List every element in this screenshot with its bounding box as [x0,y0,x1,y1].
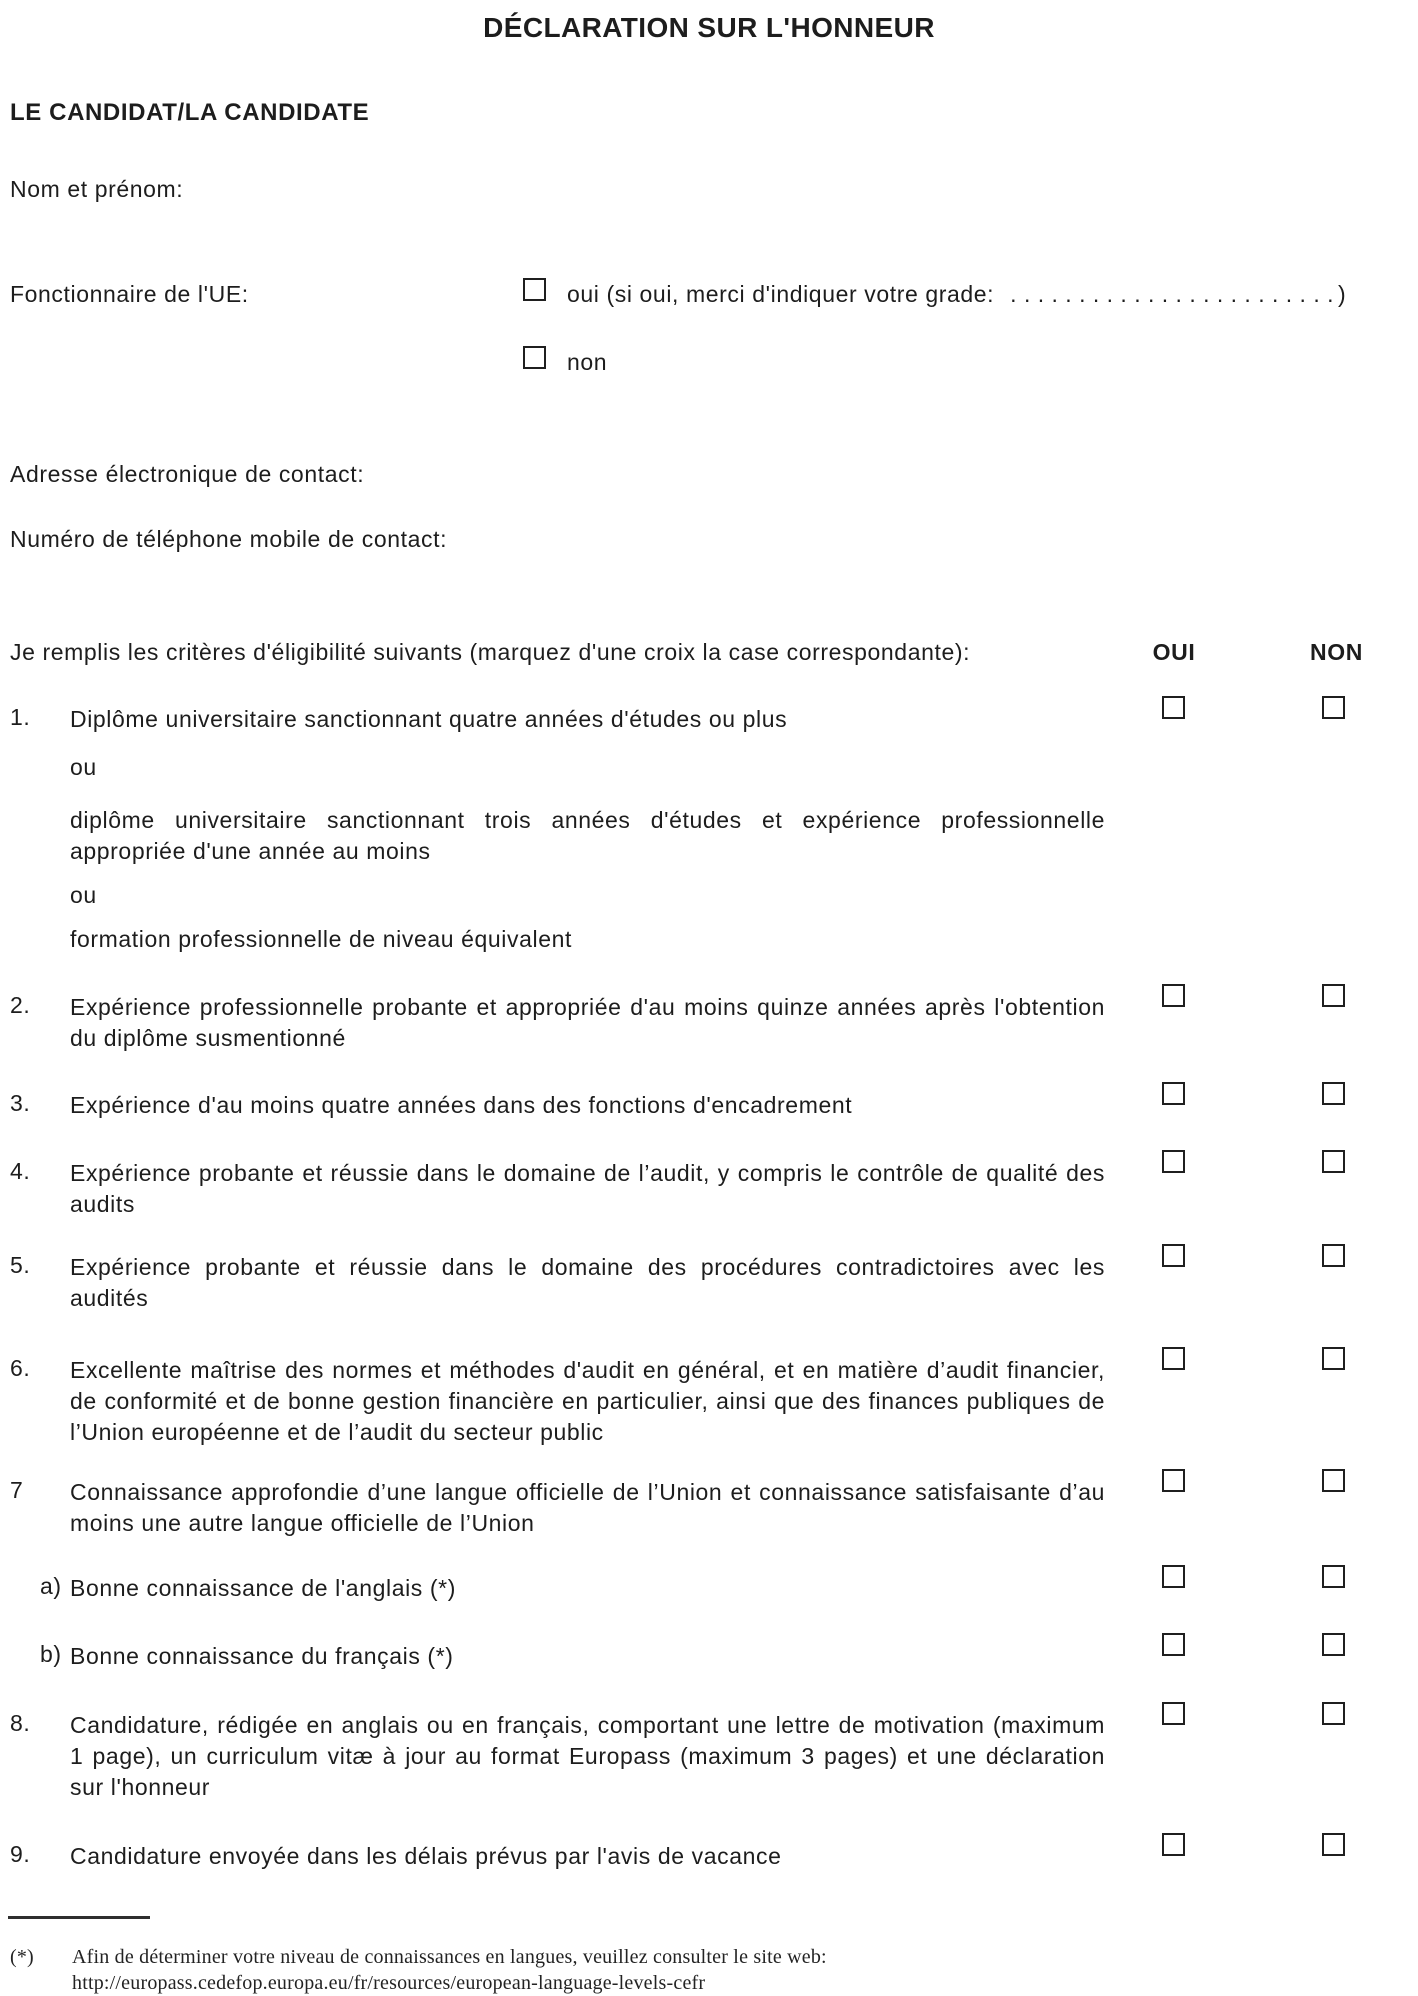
criterion-row-8 [0,1710,1418,1803]
candidate-section-heading: LE CANDIDAT/LA CANDIDATE [10,99,370,126]
criterion-row-4 [0,1158,1418,1220]
criterion-8-oui-checkbox[interactable] [1162,1702,1185,1725]
criterion-number: 7 [10,1477,24,1503]
criteria-intro: Je remplis les critères d'éligibilité suivants (marquez d'une croix la case correspondante): [10,639,971,665]
criterion-9-non-checkbox[interactable] [1322,1833,1345,1856]
email-label: Adresse électronique de contact: [10,461,365,487]
criterion-5-oui-checkbox[interactable] [1162,1244,1185,1267]
criterion-text: Expérience d'au moins quatre années dans des fonctions d'encadrement [70,1092,853,1118]
criterion-1-non-checkbox[interactable] [1322,696,1345,719]
criterion-row-7b [0,1641,1418,1672]
criterion-4-oui-checkbox[interactable] [1162,1150,1185,1173]
criterion-number: 4. [10,1158,31,1184]
criterion-7b-non-checkbox[interactable] [1322,1633,1345,1656]
criterion-row-6 [0,1355,1418,1448]
criterion-1-alternative-diploma: diplôme universitaire sanctionnant trois années d'études et expérience professionnelle appropriée d'une année au moins [70,807,1105,864]
criterion-3-oui-checkbox[interactable] [1162,1082,1185,1105]
criterion-row-5 [0,1252,1418,1314]
criterion-6-oui-checkbox[interactable] [1162,1347,1185,1370]
criterion-row-3 [0,1090,1418,1121]
criterion-text: Expérience probante et réussie dans le domaine de l’audit, y compris le contrôle de qualité des audits [70,1160,1105,1217]
eu-official-label: Fonctionnaire de l'UE: [10,281,249,307]
page-title: DÉCLARATION SUR L'HONNEUR [483,12,935,43]
criterion-1-alternative-training: formation professionnelle de niveau équivalent [70,926,572,952]
eu-official-oui-option [567,281,1346,308]
footnote [0,1944,1418,1996]
criterion-text: Connaissance approfondie d’une langue officielle de l’Union et connaissance satisfaisante d’au moins une autre langue officielle de l’Union [70,1479,1105,1536]
grade-close-paren: ) [1338,281,1347,307]
footnote-marker: (*) [10,1946,34,1968]
non-option-label: non [567,349,608,375]
criterion-text: Expérience professionnelle probante et appropriée d'au moins quinze années après l'obtention du diplôme susmentionné [70,994,1105,1051]
criterion-row-7 [0,1477,1418,1539]
oui-option-label: oui (si oui, merci d'indiquer votre grade: [567,281,995,307]
eu-official-non-checkbox[interactable] [523,346,546,369]
criterion-row-2 [0,992,1418,1054]
criterion-6-non-checkbox[interactable] [1322,1347,1345,1370]
footnote-text: Afin de déterminer votre niveau de connaissances en langues, veuillez consulter le site web: [72,1946,827,1968]
criterion-2-non-checkbox[interactable] [1322,984,1345,1007]
footnote-divider [8,1916,150,1919]
criterion-row-9 [0,1841,1418,1872]
criterion-7-non-checkbox[interactable] [1322,1469,1345,1492]
criterion-number: 9. [10,1841,31,1867]
criterion-8-non-checkbox[interactable] [1322,1702,1345,1725]
criterion-letter: a) [40,1573,62,1599]
eu-official-oui-checkbox[interactable] [523,278,546,301]
criterion-4-non-checkbox[interactable] [1322,1150,1345,1173]
criterion-5-non-checkbox[interactable] [1322,1244,1345,1267]
criterion-1-alternative-ou: ou [70,754,97,780]
criterion-number: 2. [10,992,31,1018]
column-header-oui: OUI [1152,639,1196,665]
criterion-2-oui-checkbox[interactable] [1162,984,1185,1007]
criterion-7b-oui-checkbox[interactable] [1162,1633,1185,1656]
criterion-number: 3. [10,1090,31,1116]
eu-official-non-row [0,346,1418,376]
criterion-text: Expérience probante et réussie dans le domaine des procédures contradictoires avec les audités [70,1254,1105,1311]
grade-dotted-line: . . . . . . . . . . . . . . . . . . . . . . . . [1010,281,1335,307]
criterion-text: Diplôme universitaire sanctionnant quatre années d'études ou plus [70,706,788,732]
criterion-number: 1. [10,704,31,730]
eu-official-row [0,278,1418,308]
footnote-url[interactable]: http://europass.cedefop.europa.eu/fr/resources/european-language-levels-cefr [72,1972,706,1994]
criterion-text: Bonne connaissance de l'anglais (*) [70,1575,456,1601]
phone-label: Numéro de téléphone mobile de contact: [10,526,448,552]
criterion-3-non-checkbox[interactable] [1322,1082,1345,1105]
criterion-7a-oui-checkbox[interactable] [1162,1565,1185,1588]
criterion-text: Candidature, rédigée en anglais ou en français, comportant une lettre de motivation (maximum 1 page), un curriculum vitæ à jour au format Europass (maximum 3 pages) et une déclaration sur l'honneur [70,1712,1105,1800]
criterion-1-alternative-ou-2: ou [70,882,97,908]
criterion-row-7a [0,1573,1418,1604]
criterion-text: Candidature envoyée dans les délais prévus par l'avis de vacance [70,1843,782,1869]
criterion-text: Excellente maîtrise des normes et méthodes d'audit en général, et en matière d’audit financier, de conformité et de bonne gestion financière en particulier, ainsi que des finances publiques de l’Union européenne et de l’audit du secteur public [70,1357,1105,1445]
criterion-9-oui-checkbox[interactable] [1162,1833,1185,1856]
criterion-letter: b) [40,1641,62,1667]
column-header-non: NON [1310,639,1363,665]
criterion-7a-non-checkbox[interactable] [1322,1565,1345,1588]
criterion-number: 6. [10,1355,31,1381]
criterion-1-oui-checkbox[interactable] [1162,696,1185,719]
criterion-number: 8. [10,1710,31,1736]
criterion-row-1 [0,704,1418,735]
criterion-7-oui-checkbox[interactable] [1162,1469,1185,1492]
name-label: Nom et prénom: [10,176,184,202]
criterion-number: 5. [10,1252,31,1278]
criterion-text: Bonne connaissance du français (*) [70,1643,454,1669]
